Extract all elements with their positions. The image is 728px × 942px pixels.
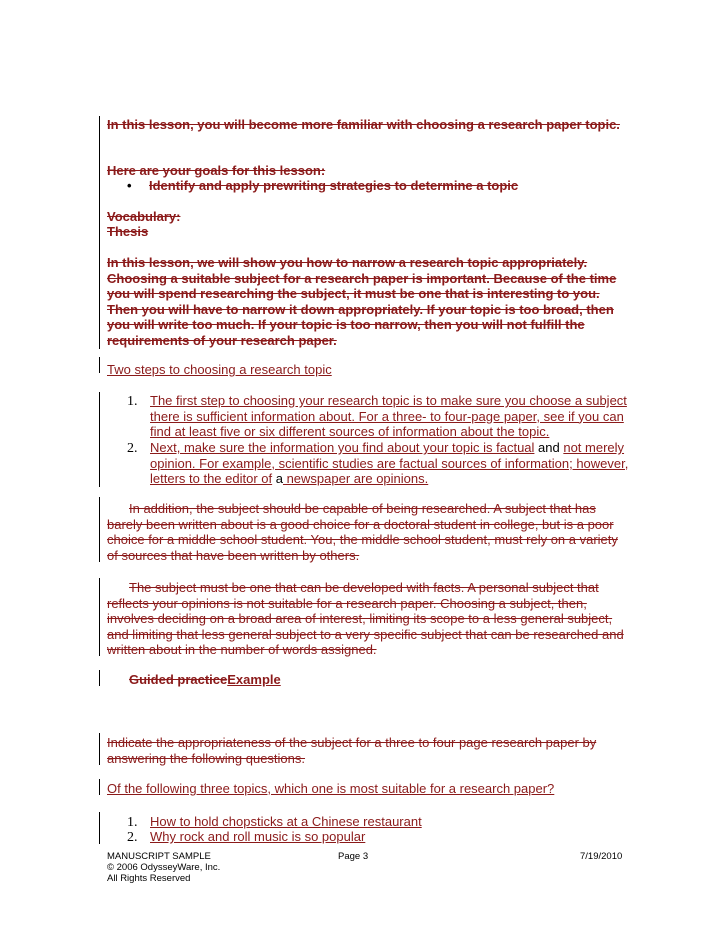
guided-practice-heading: Guided practiceExample (129, 672, 281, 687)
change-bar (99, 670, 100, 686)
footer-date: 7/19/2010 (580, 851, 623, 862)
paragraph-researchable: In addition, the subject should be capable of being researched. A subject that has barely been written about is a good choice for a doctoral student in college, but is a poor choice for a middle school student. You, the middle school student, must rely on a variety of sources that have been written by others. (107, 501, 618, 563)
change-bar (99, 116, 100, 349)
topic-1-text: How to hold chopsticks at a Chinese restaurant (150, 814, 422, 829)
change-bar (99, 578, 100, 656)
step-1-text: The first step to choosing your research topic is to make sure you choose a subject there is sufficient information about. For a three- to four-page paper, see if you can find at least five or six different sources of information about the topic. (150, 393, 627, 439)
footer-left (107, 851, 220, 884)
steps-heading: Two steps to choosing a research topic (107, 362, 332, 377)
step-2-text: Next, make sure the information you find about your topic is factual and not merely opinion. For example, scientific studies are factual sources of information; however, letters to the editor of a newspaper are opinions. (150, 440, 629, 486)
footer-line: © 2006 OdysseyWare, Inc. (107, 862, 221, 873)
footer-line: MANUSCRIPT SAMPLE (107, 851, 211, 862)
step-number: 2. (127, 441, 138, 456)
vocab-heading: Vocabulary: (107, 209, 181, 224)
change-bar (99, 779, 100, 795)
step-number: 1. (127, 394, 138, 409)
goal-text: Identify and apply prewriting strategies to determine a topic (149, 178, 519, 193)
topic-number: 1. (127, 815, 138, 830)
page-number: Page 3 (338, 851, 369, 862)
indicate-instructions: Indicate the appropriateness of the subject for a three to four page research paper by answering the following questions. (107, 735, 597, 766)
change-bar (99, 812, 100, 844)
change-bar (99, 392, 100, 487)
topic-2-text: Why rock and roll music is so popular (150, 829, 366, 844)
goals-heading: Here are your goals for this lesson: (107, 163, 326, 178)
vocab-term: Thesis (107, 224, 149, 239)
topic-number: 2. (127, 830, 138, 845)
intro-paragraph: In this lesson, we will show you how to narrow a research topic appropriately. Choosing a suitable subject for a research paper is important. Because of the time you will spend researching the subject, it must be one that is interesting to you. Then you will have to narrow it down appropriately. If your topic is too broad, then you will write too much. If your topic is too narrow, then you will not fulfill the requirements of your research paper. (107, 255, 617, 348)
change-bar (99, 733, 100, 765)
question-text: Of the following three topics, which one is most suitable for a research paper? (107, 781, 555, 796)
footer-line: All Rights Reserved (107, 873, 191, 884)
paragraph-facts: The subject must be one that can be developed with facts. A personal subject that reflects your opinions is not suitable for a research paper. Choosing a subject, then, involves deciding on a broad area of interest, limiting its scope to a less general subject, and limiting that less general subject to a very specific subject that can be researched and written about in the number of words assigned. (107, 580, 624, 657)
change-bar (99, 497, 100, 562)
goal-item (127, 178, 518, 194)
change-bar (99, 357, 100, 373)
bullet-icon: • (127, 178, 132, 193)
intro-text: In this lesson, you will become more familiar with choosing a research paper topic. (107, 117, 620, 132)
